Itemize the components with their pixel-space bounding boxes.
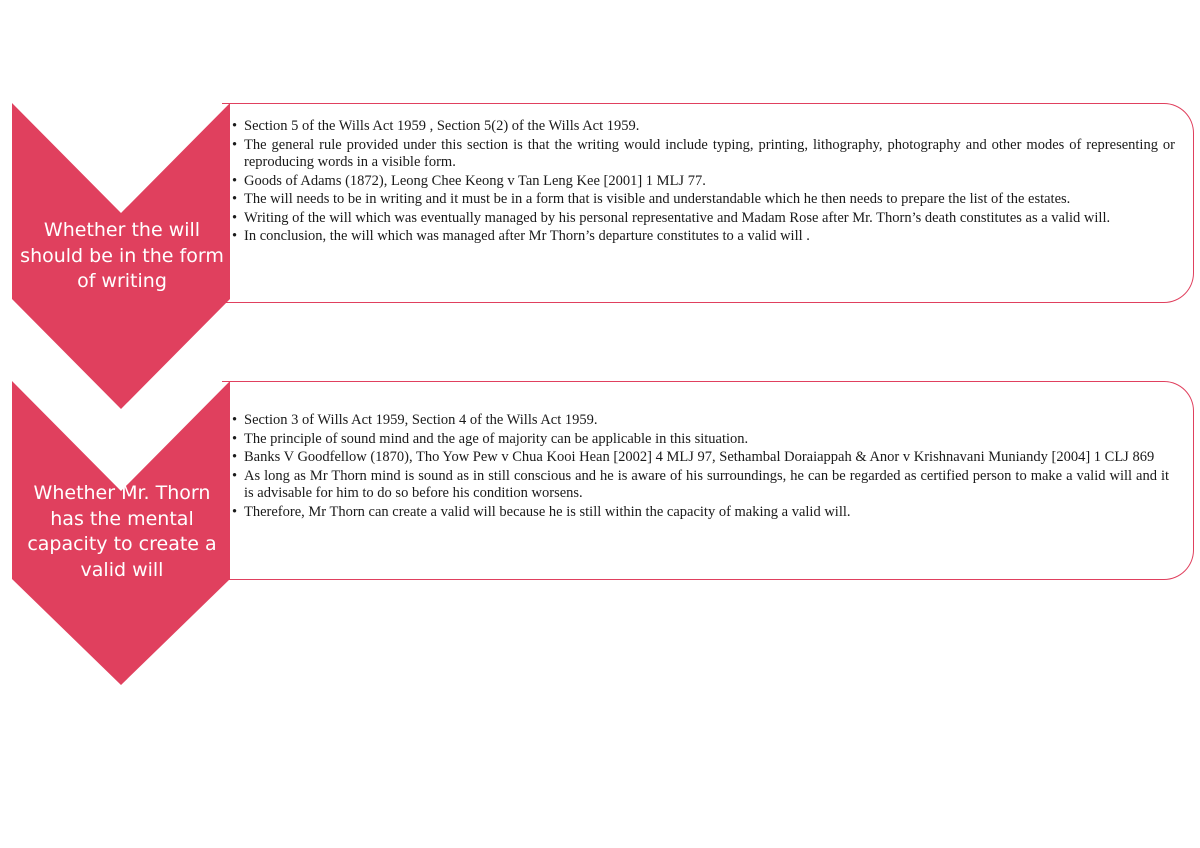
list-item: • The principle of sound mind and the age of majority can be applicable in this situation. [232, 430, 749, 447]
list-item: • In conclusion, the will which was managed after Mr Thorn’s departure constitutes to a valid will . [232, 228, 810, 244]
list-item: • Goods of Adams (1872), Leong Chee Keong v Tan Leng Kee [2001] 1 MLJ 77. [232, 172, 706, 189]
section-1-chevron [12, 103, 230, 409]
section-1-bullet-list [232, 118, 1175, 246]
list-item: • Therefore, Mr Thorn can create a valid will because he is still within the capacity of making a valid will. [232, 503, 851, 520]
section-1-content-box [222, 103, 1194, 303]
list-item: • As long as Mr Thorn mind is sound as in still conscious and he is aware of his surroundings, he can be regarded as certified person to make a valid will and it is advisable for him to do so before his condition worsens. [232, 467, 1169, 501]
list-item: • The will needs to be in writing and it must be in a form that is visible and understandable which he then needs to prepare the list of the estates. [232, 191, 1071, 207]
list-item: • Section 5 of the Wills Act 1959 , Section 5(2) of the Wills Act 1959. [232, 118, 640, 134]
section-2-title: Whether Mr. Thorn has the mental capacity to create a valid will [27, 482, 217, 581]
section-1-title: Whether the will should be in the form of writing [20, 219, 224, 292]
list-item: • The general rule provided under this section is that the writing would include typing, printing, lithography, photography and other modes of representing or reproducing words in a visible form. [232, 136, 1175, 170]
section-2-bullet-list [232, 412, 1169, 521]
list-item: • Banks V Goodfellow (1870), Tho Yow Pew v Chua Kooi Hean [2002] 4 MLJ 97, Sethambal Doraiappah & Anor v Krishnavani Muniandy [2004] 1 CLJ 869 [232, 449, 1155, 465]
section-2-chevron [12, 381, 230, 685]
list-item: • Writing of the will which was eventually managed by his personal representative and Madam Rose after Mr. Thorn’s death constitutes as a valid will. [232, 209, 1111, 226]
list-item: • Section 3 of Wills Act 1959, Section 4 of the Wills Act 1959. [232, 412, 598, 428]
section-2-content-box [222, 381, 1194, 580]
